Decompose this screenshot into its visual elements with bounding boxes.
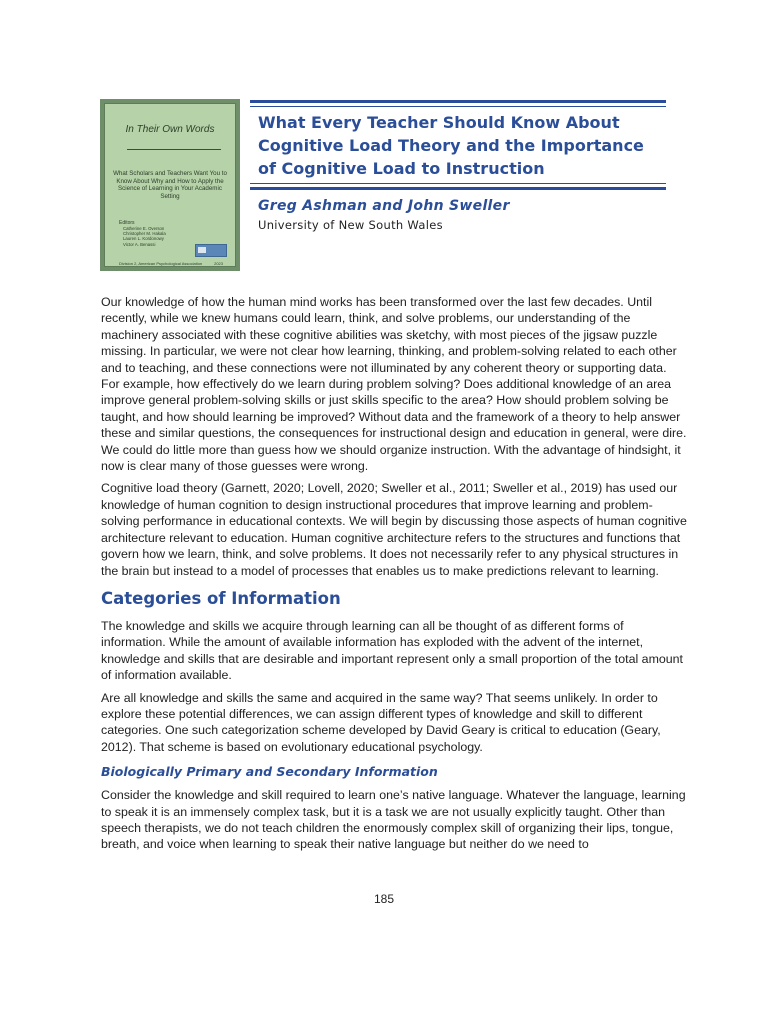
- page-number: 185: [373, 892, 395, 906]
- article-body: [101, 294, 687, 859]
- book-cover: [100, 99, 240, 271]
- cover-editor: Catherine E. Overson: [123, 226, 165, 231]
- article-authors: Greg Ashman and John Sweller: [258, 198, 510, 214]
- title-rule-top: [250, 100, 666, 103]
- cover-divider: [127, 149, 221, 150]
- title-rule-top-thin: [250, 106, 666, 107]
- article-title: What Every Teacher Should Know About Cognitive Load Theory and the Importance of Cognitive Load to Instruction: [258, 113, 644, 178]
- author-affiliation: University of New South Wales: [258, 218, 443, 232]
- cover-footer-publisher: Division 2, American Psychological Association: [119, 261, 203, 266]
- title-rule-bottom: [250, 187, 666, 190]
- cover-title: In Their Own Words: [125, 124, 215, 135]
- cover-subtitle: What Scholars and Teachers Want You to Know About Why and How to Apply the Science of Learning in Your Academic Setting: [113, 170, 227, 200]
- book-cover-inner: [104, 103, 236, 267]
- cover-editor: Christopher M. Hakala: [123, 231, 166, 237]
- cover-editor: Lauren L. Kordonowy: [123, 236, 164, 242]
- cover-footer-year: 2023: [214, 261, 223, 266]
- cover-editors: [123, 226, 166, 247]
- section-heading-categories: Categories of Information: [101, 588, 341, 608]
- paragraph: The knowledge and skills we acquire through learning can all be thought of as different forms of information. While the amount of available information has exploded with the advent of the internet, knowledge and skills that are desirable and important represent only a small proportion of the total amount of information available.: [101, 618, 684, 683]
- publisher-logo-icon: [195, 244, 227, 257]
- cover-editors-label: Editors: [119, 220, 135, 226]
- paragraph: Cognitive load theory (Garnett, 2020; Lovell, 2020; Sweller et al., 2011; Sweller et al., 2019) has used our knowledge of human cognition to design instructional procedures that improve learning and problem-solving performance in educational contexts. We will begin by discussing those aspects of human cognitive architecture relevant to education. Human cognitive architecture refers to the structures and functions that govern how we learn, think, and solve problems. It does not necessarily refer to any physical structures in the brain but instead to a model of processes that enables us to make predictions relevant to learning.: [101, 481, 687, 578]
- paragraph: Our knowledge of how the human mind works has been transformed over the last few decades. Until recently, while we knew humans could learn, think, and solve problems, our understanding of the machinery associated with these cognitive abilities was sketchy, with most pieces of the jigsaw puzzle missing. In particular, we were not clear how learning, thinking, and problem-solving related to each other and to teaching, and these connections were not illuminated by any coherent theory or supporting data. For example, how effectively do we learn during problem solving? Does additional knowledge of an area improve general problem-solving skills or just skills specific to the area? How should problem solving be taught, and how should learning be improved? Without data and the framework of a theory to help answer these and similar questions, the consequences for instructional design and education in general, were dire. We could do little more than guess how we should organize instruction. With the advantage of hindsight, it now is clear many of those guesses were wrong.: [101, 295, 687, 474]
- cover-editor: Victor A. Benassi: [123, 241, 156, 247]
- paragraph: Are all knowledge and skills the same and acquired in the same way? That seems unlikely. In order to explore these potential differences, we can assign different types of knowledge and skill to different categories. One such categorization scheme developed by David Geary is critical to education (Geary, 2012). That scheme is based on evolutionary educational psychology.: [101, 690, 661, 754]
- title-rule-bottom-thin: [250, 183, 666, 184]
- paragraph: Consider the knowledge and skill required to learn one’s native language. Whatever the language, learning to speak it is an immensely complex task, but it is a task we are not usually explicitly taught. Other than speech therapists, we do not teach children the enormously complex skill of organizing their lips, tongue, breath, and voice when learning to speak their native language but neither do we need to: [101, 788, 686, 852]
- subsection-heading-biological: Biologically Primary and Secondary Information: [101, 764, 438, 780]
